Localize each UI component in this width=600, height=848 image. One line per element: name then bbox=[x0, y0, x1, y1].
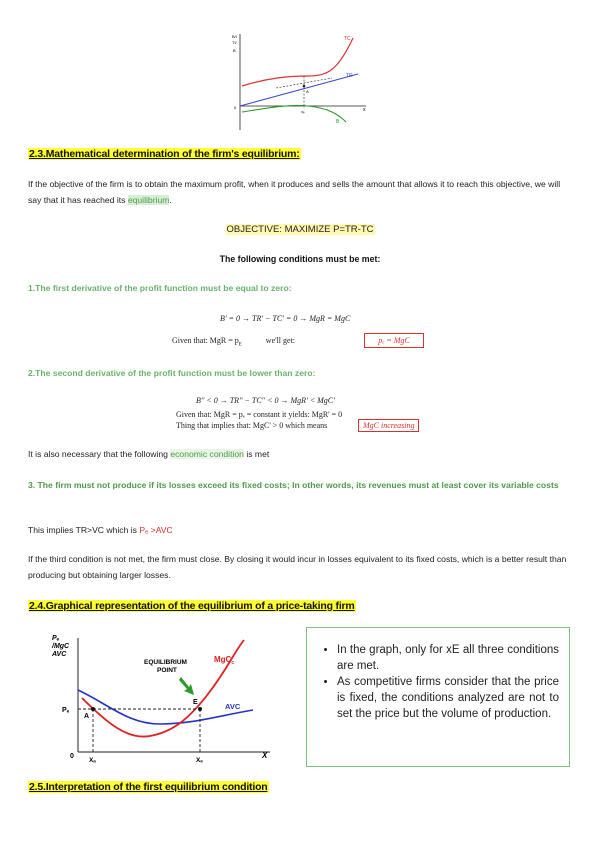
section-2-3-heading: 2.3.Mathematical determination of the firm's equilibrium: bbox=[29, 148, 300, 160]
given-text: Given that: MgR = p bbox=[172, 336, 239, 345]
graph-note-item: • In the graph, only for xE all three conditions are met. bbox=[337, 642, 559, 674]
section-2-5-heading: 2.5.Interpretation of the first equilibrium condition bbox=[29, 781, 268, 793]
point-e-dot bbox=[198, 707, 202, 711]
point-a-label: A bbox=[84, 713, 90, 720]
implies-highlight: Pₑ >AVC bbox=[139, 525, 173, 535]
get-text: we'll get: bbox=[265, 336, 296, 345]
origin-label: 0 bbox=[234, 105, 237, 110]
economic-condition-highlight: economic condition bbox=[170, 449, 244, 459]
paragraph-economic-condition bbox=[28, 446, 570, 462]
condition-2-given: Given that: MgR = pₑ = constant it yields: MgR' = 0 bbox=[176, 410, 343, 419]
y-axis-label-1: B/I bbox=[232, 34, 237, 39]
objective-text: OBJECTIVE: MAXIMIZE P=TR-TC bbox=[226, 224, 374, 235]
point-e-label: E bbox=[193, 699, 198, 706]
condition-2-equation: B'' < 0 → TR'' − TC'' < 0 → MgR' < MgC' bbox=[196, 396, 335, 405]
condition-1-given bbox=[172, 336, 295, 348]
economic-condition-text: It is also necessary that the following bbox=[28, 449, 171, 459]
given-subscript: E bbox=[238, 342, 242, 348]
mgc-label-sub: c bbox=[231, 660, 235, 666]
paragraph-equilibrium-end: . bbox=[169, 195, 172, 205]
paragraph-implies bbox=[28, 522, 570, 538]
xe-tick-label: xₑ bbox=[301, 109, 305, 114]
equilibrium-highlight: equilibrium bbox=[127, 195, 170, 205]
graph-note-item: • As competitive firms consider that the price is fixed, the conditions analyzed are not to set the price but the volume of production. bbox=[337, 674, 559, 722]
y-label-1: Pₑ bbox=[52, 635, 60, 642]
economic-condition-end: is met bbox=[243, 449, 270, 459]
tc-label: TC bbox=[344, 36, 351, 42]
condition-2-result-box: MgC increasing bbox=[358, 419, 419, 432]
x-axis-label: x bbox=[363, 107, 366, 113]
tc-curve bbox=[242, 38, 353, 86]
condition-1-equation: B' = 0 → TR' − TC' = 0 → MgR = MgC bbox=[220, 314, 351, 323]
xe-label: Xₑ bbox=[196, 757, 203, 764]
paragraph-equilibrium-text: If the objective of the firm is to obtain the maximum profit, when it produces and sells the amount that allows it to reach this objective, we will say that it has reached its bbox=[28, 179, 561, 205]
profit-graph bbox=[228, 30, 372, 134]
implies-text: This implies TR>VC which is bbox=[28, 525, 140, 535]
y-axis-label-2: TI/ bbox=[232, 40, 237, 45]
section-2-4-heading: 2.4.Graphical representation of the equilibrium of a price-taking firm bbox=[29, 600, 355, 612]
mgc-label-main: MgC bbox=[214, 655, 232, 664]
conditions-intro: The following conditions must be met: bbox=[219, 254, 381, 264]
point-a-dot bbox=[303, 85, 306, 88]
point-a-label: A bbox=[306, 89, 309, 94]
graph-notes-box bbox=[306, 627, 570, 767]
pe-label: Pₑ bbox=[62, 707, 70, 714]
tr-line bbox=[240, 74, 358, 106]
avc-label: AVC bbox=[225, 702, 241, 711]
origin-label: 0 bbox=[70, 753, 74, 760]
x-axis-label: X bbox=[262, 751, 268, 760]
equilibrium-label-1: EQUILIBRIUM bbox=[144, 659, 187, 666]
xa-label: Xₐ bbox=[89, 757, 96, 764]
equilibrium-label-2: POINT bbox=[157, 667, 177, 674]
paragraph-third-condition: If the third condition is not met, the firm must close. By closing it would incur in losses equivalent to its fixed costs, which is a better result than producing but obtaining larger losses. bbox=[28, 554, 567, 580]
objective-line bbox=[0, 224, 600, 235]
condition-2-title: 2.The second derivative of the profit function must be lower than zero: bbox=[28, 368, 316, 378]
condition-3-title: 3. The firm must not produce if its losses exceed its fixed costs; In other words, its revenues must at least cover its variable costs bbox=[28, 480, 559, 490]
condition-2-implies: Thing that implies that: MgC' > 0 which means bbox=[176, 421, 328, 430]
y-axis-label-3: B bbox=[233, 48, 236, 53]
condition-1-title: 1.The first derivative of the profit function must be equal to zero: bbox=[28, 283, 292, 293]
graph-notes-list bbox=[307, 642, 559, 722]
y-label-2: /MgC bbox=[52, 643, 70, 650]
point-a-dot bbox=[91, 707, 95, 711]
paragraph-equilibrium bbox=[28, 176, 570, 208]
b-curve bbox=[242, 105, 346, 122]
tr-label: TR bbox=[346, 73, 353, 79]
b-label: B bbox=[336, 119, 340, 125]
y-label-3: AVC bbox=[52, 651, 67, 658]
equilibrium-graph bbox=[48, 624, 276, 766]
condition-1-result-box: pₑ = MgC bbox=[364, 333, 424, 348]
